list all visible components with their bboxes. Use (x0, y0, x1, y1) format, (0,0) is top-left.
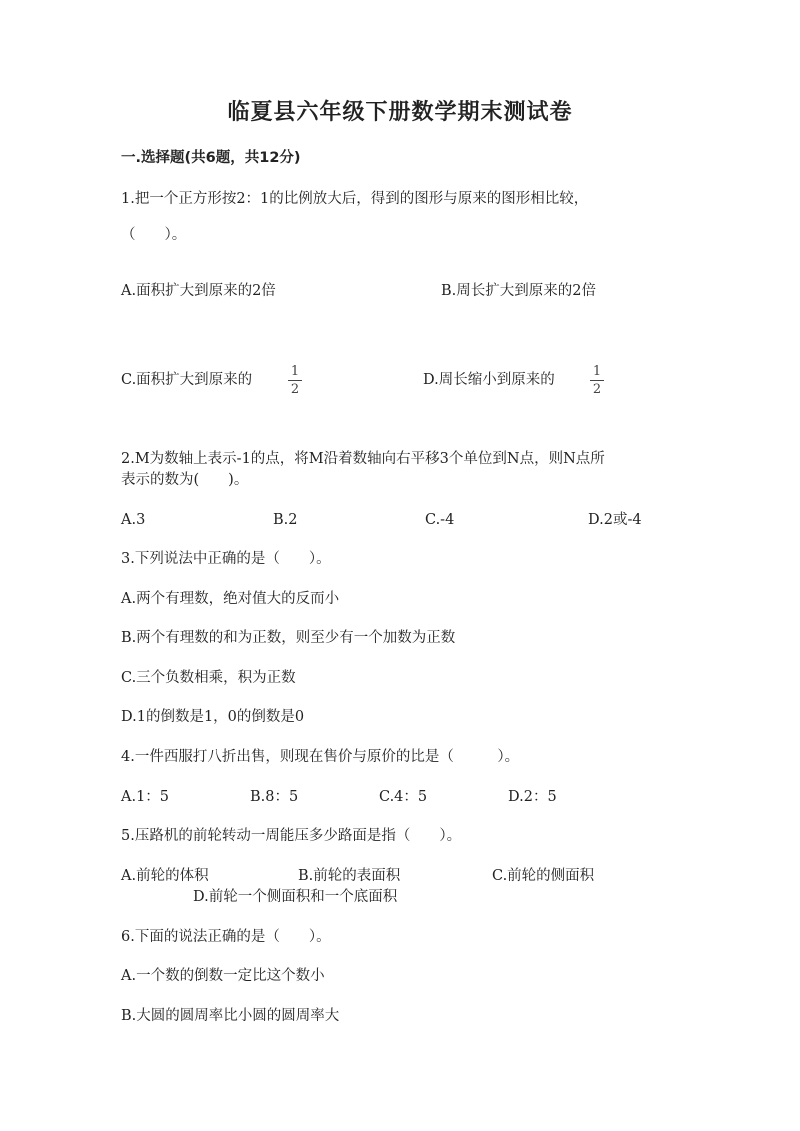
question-5-option-b: B.前轮的表面积 (298, 868, 401, 884)
fraction-bar (288, 380, 302, 381)
question-5-option-c: C.前轮的侧面积 (492, 868, 595, 884)
question-1-option-d: D.周长缩小到原来的 (423, 372, 555, 388)
question-6-option-b: B.大圆的圆周率比小圆的圆周率大 (121, 1008, 340, 1024)
question-2-stem-line-1: 2.M为数轴上表示-1的点，将M沿着数轴向右平移3个单位到N点，则N点所 (121, 451, 605, 467)
fraction-denominator: 2 (592, 382, 602, 397)
question-2-option-a: A.3 (121, 512, 146, 528)
question-2-option-c: C.-4 (425, 512, 455, 528)
question-1-option-c-fraction (288, 364, 302, 397)
question-5-option-d: D.前轮一个侧面积和一个底面积 (193, 889, 398, 905)
question-1-stem: 1.把一个正方形按2：1的比例放大后，得到的图形与原来的图形相比较， (121, 191, 589, 207)
question-4-option-c: C.4：5 (379, 789, 428, 805)
question-1-option-b: B.周长扩大到原来的2倍 (441, 283, 596, 299)
question-3-stem: 3.下列说法中正确的是（ ）。 (121, 551, 331, 567)
question-1-option-a: A.面积扩大到原来的2倍 (121, 283, 276, 299)
question-4-stem: 4.一件西服打八折出售，则现在售价与原价的比是（ ）。 (121, 749, 520, 765)
question-3-option-d: D.1的倒数是1，0的倒数是0 (121, 709, 305, 725)
fraction-numerator: 1 (290, 364, 300, 379)
question-3-option-a: A.两个有理数，绝对值大的反而小 (121, 591, 340, 607)
question-1-option-c: C.面积扩大到原来的 (121, 372, 253, 388)
question-2-option-b: B.2 (273, 512, 298, 528)
question-6-option-a: A.一个数的倒数一定比这个数小 (121, 968, 325, 984)
question-4-option-d: D.2：5 (508, 789, 557, 805)
question-2-option-d: D.2或-4 (588, 512, 642, 528)
question-2-stem-line-2: 表示的数为( )。 (121, 472, 249, 488)
fraction-bar (590, 380, 604, 381)
question-5-stem: 5.压路机的前轮转动一周能压多少路面是指（ ）。 (121, 828, 462, 844)
question-6-stem: 6.下面的说法正确的是（ ）。 (121, 929, 331, 945)
question-3-option-c: C.三个负数相乘，积为正数 (121, 670, 296, 686)
page-title: 临夏县六年级下册数学期末测试卷 (227, 100, 573, 125)
question-4-option-a: A.1：5 (121, 789, 170, 805)
fraction-numerator: 1 (592, 364, 602, 379)
question-3-option-b: B.两个有理数的和为正数，则至少有一个加数为正数 (121, 630, 456, 646)
question-4-option-b: B.8：5 (250, 789, 299, 805)
section-heading: 一.选择题(共6题，共12分) (121, 150, 301, 166)
question-5-option-a: A.前轮的体积 (121, 868, 209, 884)
question-1-blank: （ ）。 (121, 227, 187, 243)
question-1-option-d-fraction (590, 364, 604, 397)
fraction-denominator: 2 (290, 382, 300, 397)
